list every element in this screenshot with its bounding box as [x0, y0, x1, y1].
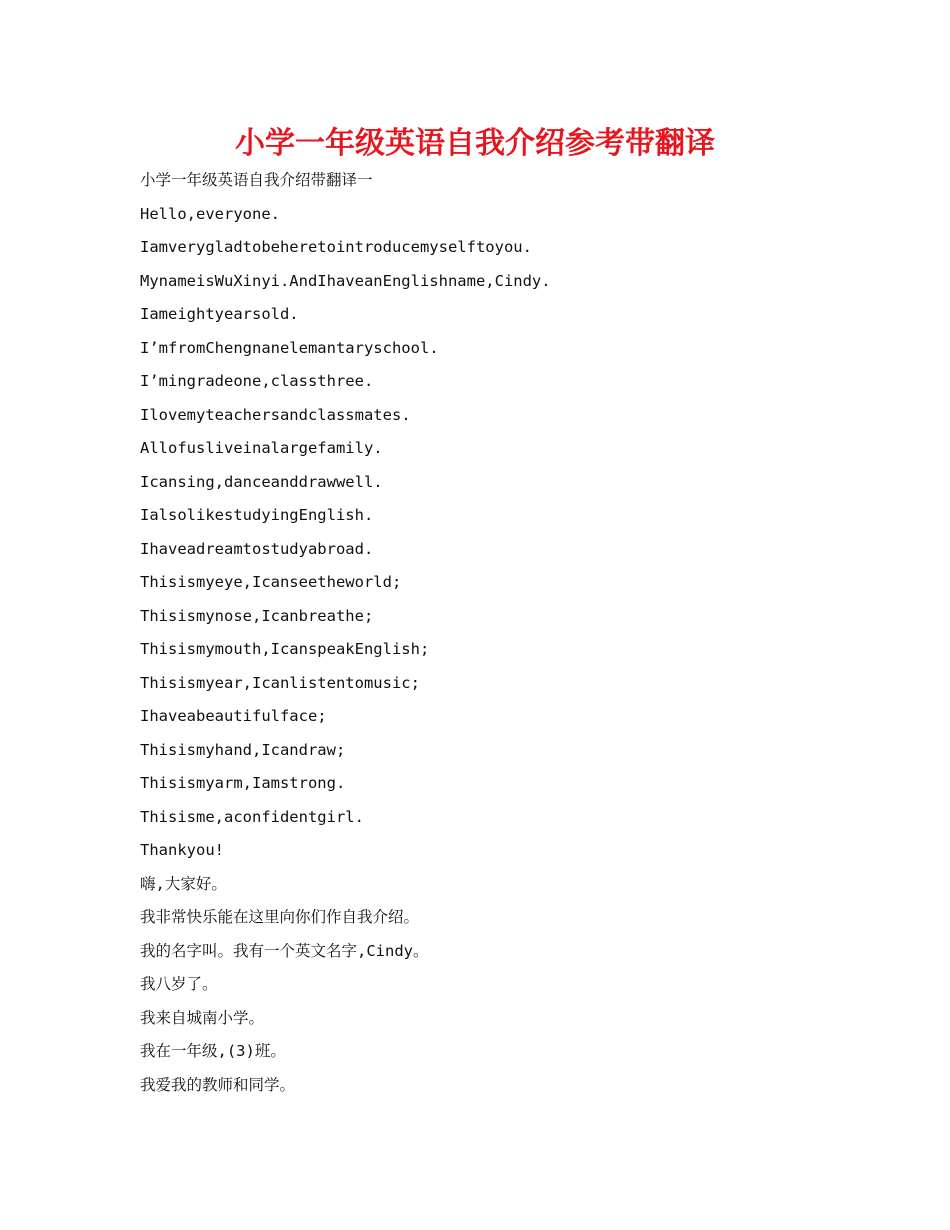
text-line: Hello,everyone.	[140, 204, 280, 223]
text-line: Thisismyear,Icanlistentomusic;	[140, 673, 420, 692]
text-line: Iamverygladtobeheretointroducemyselftoyou.	[140, 238, 532, 256]
text-line: Icansing,danceanddrawwell.	[140, 472, 383, 491]
text-line: IalsolikestudyingEnglish.	[140, 506, 374, 524]
text-line: 我爱我的教师和同学。	[140, 1075, 296, 1094]
text-line: Thisismyarm,Iamstrong.	[140, 774, 346, 792]
text-line: Thankyou!	[140, 841, 224, 859]
text-line: Ihaveadreamtostudyabroad.	[140, 539, 374, 558]
text-line: I’mingradeone,classthree.	[140, 372, 374, 390]
text-line: Thisismyeye,Icanseetheworld;	[140, 573, 402, 591]
text-line: Thisismyhand,Icandraw;	[140, 740, 346, 759]
text-line: 我八岁了。	[140, 975, 218, 993]
text-line: Ilovemyteachersandclassmates.	[140, 405, 411, 424]
text-line: Thisisme,aconfidentgirl.	[140, 807, 364, 826]
text-line: Iameightyearsold.	[140, 305, 299, 323]
document-body	[140, 164, 920, 1102]
text-line: Thisismymouth,IcanspeakEnglish;	[140, 640, 430, 658]
text-line: Allofusliveinalargefamily.	[140, 439, 383, 457]
text-line: 我非常快乐能在这里向你们作自我介绍。	[140, 908, 420, 926]
text-line: Ihaveabeautifulface;	[140, 707, 327, 725]
text-line: 嗨,大家好。	[140, 874, 227, 893]
text-line: I’mfromChengnanelemantaryschool.	[140, 338, 439, 357]
text-line: 我的名字叫。我有一个英文名字,Cindy。	[140, 941, 429, 960]
text-line: 我在一年级,(3)班。	[140, 1042, 286, 1060]
text-line: Thisismynose,Icanbreathe;	[140, 606, 374, 625]
text-line: 小学一年级英语自我介绍带翻译一	[140, 171, 373, 189]
document-title: 小学一年级英语自我介绍参考带翻译	[235, 126, 715, 161]
text-line: 我来自城南小学。	[140, 1008, 265, 1027]
text-line: MynameisWuXinyi.AndIhaveanEnglishname,Cindy.	[140, 271, 551, 290]
